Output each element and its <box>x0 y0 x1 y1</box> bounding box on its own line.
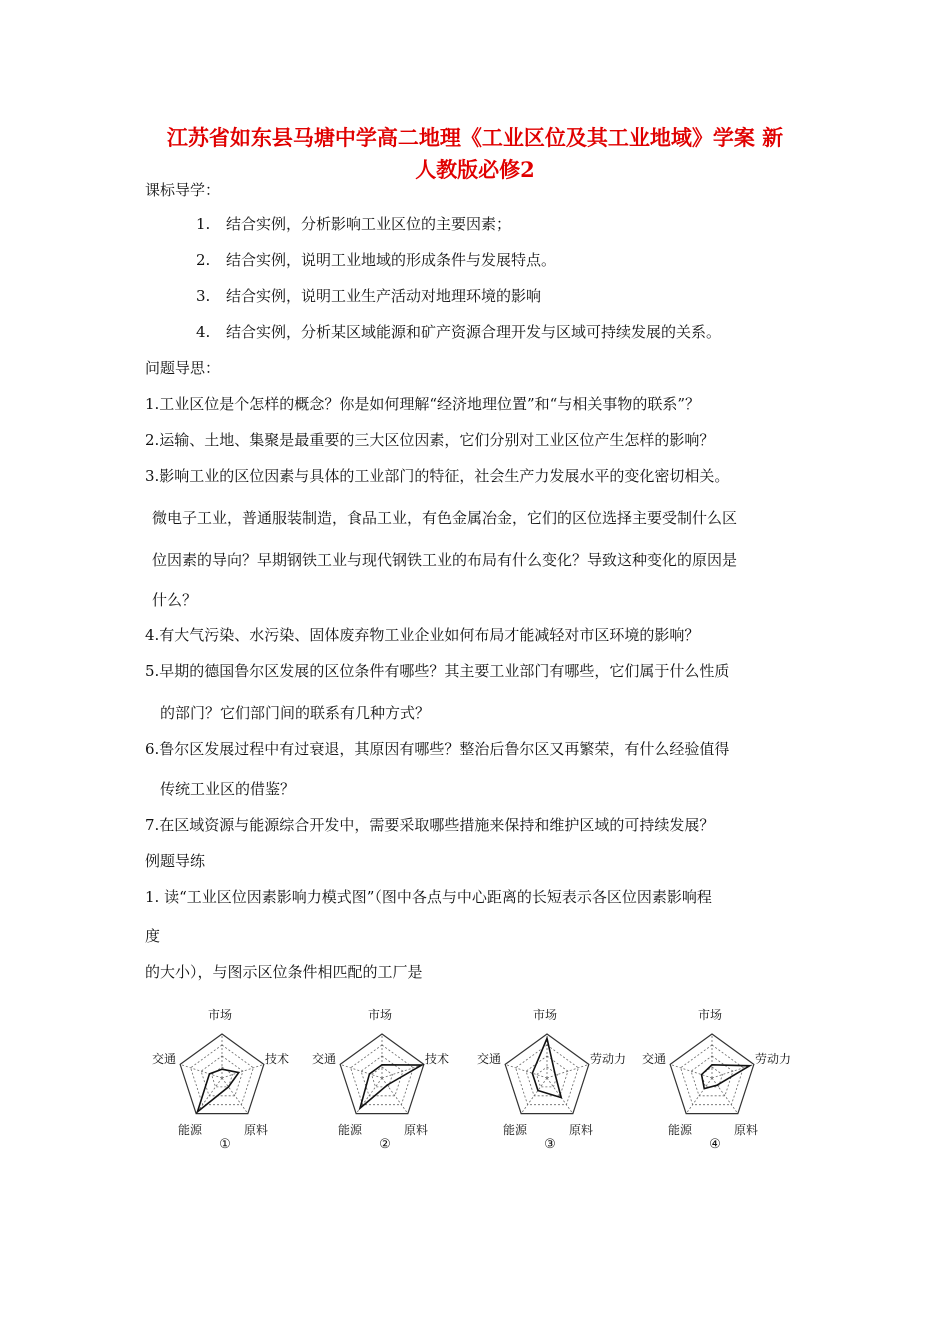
question-6-line-1: 6.鲁尔区发展过程中有过衰退，其原因有哪些？整治后鲁尔区又再繁荣，有什么经验值得 <box>145 740 730 758</box>
radar-data-polygon <box>702 1065 750 1089</box>
radar-data-polygon <box>360 1065 422 1108</box>
radar-axis-label: 原料 <box>734 1123 759 1137</box>
wenti-heading: 问题导思： <box>145 359 221 377</box>
radar-axis-label: 能源 <box>338 1123 363 1137</box>
radar-axis-label: 市场 <box>368 1008 393 1022</box>
kebiao-heading: 课标导学： <box>145 181 221 199</box>
question-7: 7.在区域资源与能源综合开发中，需要采取哪些措施来保持和维护区域的可持续发展？ <box>145 816 715 834</box>
radar-axis-label: 交通 <box>152 1052 177 1066</box>
kebiao-item: 4. 结合实例，分析某区域能源和矿产资源合理开发与区域可持续发展的关系。 <box>196 323 722 341</box>
radar-chart-3 <box>477 1005 635 1165</box>
example-1-line-2: 度 <box>145 927 161 945</box>
title-line-1: 江苏省如东县马塘中学高二地理《工业区位及其工业地域》学案 新 <box>166 125 784 150</box>
radar-axis-label: 交通 <box>642 1052 667 1066</box>
question-3-line-3: 位因素的导向？早期钢铁工业与现代钢铁工业的布局有什么变化？导致这种变化的原因是 <box>152 551 738 569</box>
radar-axis-label: 市场 <box>698 1008 723 1022</box>
question-6-line-2: 传统工业区的借鉴？ <box>160 780 296 798</box>
question-4: 4.有大气污染、水污染、固体废弃物工业企业如何布局才能减轻对市区环境的影响？ <box>145 626 700 644</box>
radar-chart-number: ① <box>219 1137 231 1152</box>
radar-chart-4 <box>642 1005 800 1165</box>
kebiao-item: 2. 结合实例，说明工业地域的形成条件与发展特点。 <box>196 251 557 269</box>
radar-axis-label: 技术 <box>425 1052 450 1066</box>
radar-axis-label: 市场 <box>533 1008 558 1022</box>
radar-axis-label: 能源 <box>668 1123 693 1137</box>
radar-chart-number: ④ <box>709 1137 721 1152</box>
radar-chart-1 <box>152 1005 310 1165</box>
question-3-line-1: 3.影响工业的区位因素与具体的工业部门的特征，社会生产力发展水平的变化密切相关。 <box>145 467 730 485</box>
title-line-2: 人教版必修2 <box>415 157 535 182</box>
question-3-line-4: 什么？ <box>152 591 198 609</box>
question-2: 2.运输、土地、集聚是最重要的三大区位因素，它们分别对工业区位产生怎样的影响？ <box>145 431 715 449</box>
question-3-line-2: 微电子工业，普通服装制造，食品工业，有色金属冶金，它们的区位选择主要受制什么区 <box>152 509 738 527</box>
radar-axis-label: 交通 <box>477 1052 502 1066</box>
radar-axis-label: 原料 <box>404 1123 429 1137</box>
radar-axis-label: 劳动力 <box>590 1052 627 1066</box>
radar-svg <box>485 1005 635 1165</box>
radar-axis-label: 劳动力 <box>755 1052 792 1066</box>
location-factor-radar-figure <box>152 1005 810 1165</box>
example-1-line-1: 1. 读“工业区位因素影响力模式图”（图中各点与中心距离的长短表示各区位因素影响程 <box>145 888 712 906</box>
question-1: 1.工业区位是个怎样的概念？你是如何理解“经济地理位置”和“与相关事物的联系”？ <box>145 395 700 413</box>
radar-svg <box>650 1005 800 1165</box>
radar-axis-label: 技术 <box>265 1052 290 1066</box>
question-5-line-2: 的部门？它们部门间的联系有几种方式？ <box>160 704 431 722</box>
question-5-line-1: 5.早期的德国鲁尔区发展的区位条件有哪些？其主要工业部门有哪些，它们属于什么性质 <box>145 662 730 680</box>
radar-axis-label: 市场 <box>208 1008 233 1022</box>
radar-axis-label: 原料 <box>244 1123 269 1137</box>
radar-axis-label: 原料 <box>569 1123 594 1137</box>
radar-axis-label: 能源 <box>503 1123 528 1137</box>
radar-axis-label: 交通 <box>312 1052 337 1066</box>
kebiao-item: 3. 结合实例，说明工业生产活动对地理环境的影响 <box>196 287 542 305</box>
liti-heading: 例题导练 <box>145 852 206 870</box>
radar-svg <box>320 1005 470 1165</box>
example-1-line-3: 的大小），与图示区位条件相匹配的工厂是 <box>145 963 423 981</box>
radar-axis-label: 能源 <box>178 1123 203 1137</box>
radar-chart-number: ③ <box>544 1137 556 1152</box>
radar-chart-number: ② <box>379 1137 391 1152</box>
radar-svg <box>160 1005 310 1165</box>
document-title <box>140 122 810 186</box>
radar-data-polygon <box>532 1038 561 1097</box>
radar-chart-2 <box>312 1005 470 1165</box>
kebiao-item: 1. 结合实例，分析影响工业区位的主要因素； <box>196 215 512 233</box>
